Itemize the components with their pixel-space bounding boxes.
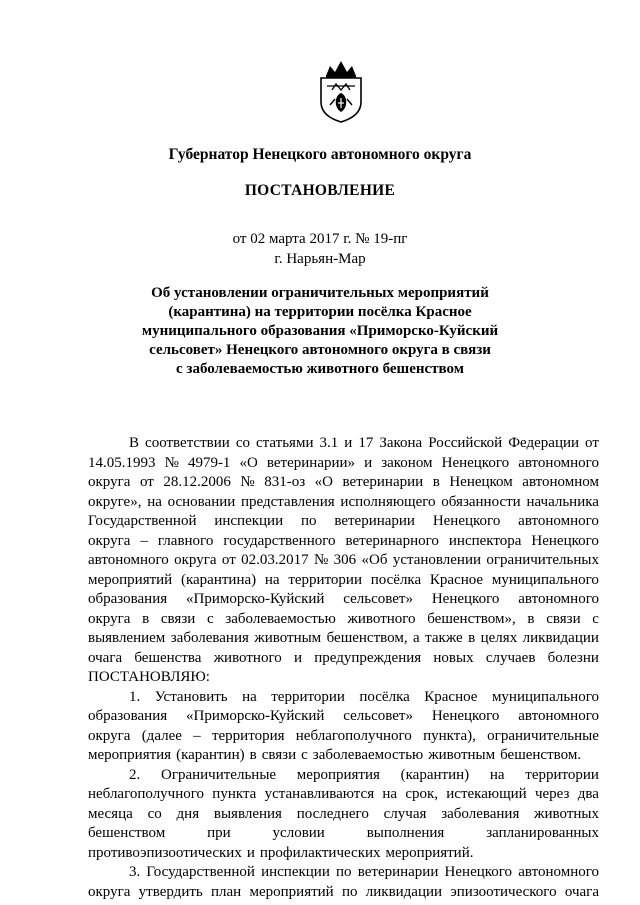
document-date: от 02 марта 2017 г. № 19-пг <box>232 231 408 247</box>
body-line: 14.05.1993 № 4979-1 «О ветеринарии» и законом Ненецкого автономного <box>88 454 599 471</box>
body-line: мероприятий (карантина) на территории посёлка Красное муниципального <box>88 571 599 588</box>
coat-of-arms-icon <box>318 58 364 124</box>
document-body <box>88 434 599 902</box>
body-line: противоэпизоотических и профилактических мероприятий. <box>88 844 474 861</box>
body-line: неблагополучного пункта устанавливаются на срок, истекающий через два <box>88 786 599 802</box>
body-line: округа от 28.12.2006 № 831-оз «О ветеринарии в Ненецком автономном <box>88 474 599 490</box>
body-line: округа утвердить план мероприятий по ликвидации эпизоотического очага <box>88 883 599 900</box>
body-line: образования «Приморско-Куйский сельсовет» Ненецкого автономного <box>88 708 599 724</box>
body-line: округа в связи с заболеваемостью животного бешенством», в связи с <box>88 610 599 627</box>
body-line: ПОСТАНОВЛЯЮ: <box>88 669 210 685</box>
body-line: В соответствии со статьями 3.1 и 17 Закона Российской Федерации от <box>129 435 599 451</box>
body-line: Государственной инспекции по ветеринарии Ненецкого автономного <box>88 513 599 529</box>
title-line: Об установлении ограничительных мероприятий <box>151 285 489 301</box>
body-line: мероприятия (карантин) в связи с заболеваемостью животным бешенством. <box>88 747 582 763</box>
body-line: округа – главного государственного ветеринарного инспектора Ненецкого <box>88 532 599 549</box>
body-line: автономного округа от 02.03.2017 № 306 «Об установлении ограничительных <box>88 552 599 568</box>
document-type: ПОСТАНОВЛЕНИЕ <box>244 182 396 199</box>
body-line: 2. Ограничительные мероприятия (карантин) на территории <box>129 766 599 783</box>
title-line: с заболеваемостью животного бешенством <box>176 361 464 377</box>
body-line: выявлением заболевания животным бешенством, а также в целях ликвидации <box>88 630 599 646</box>
body-line: 3. Государственной инспекции по ветеринарии Ненецкого автономного <box>129 864 599 880</box>
document-city: г. Нарьян-Мар <box>274 251 366 267</box>
document-title <box>0 284 640 379</box>
body-line: бешенством при условии выполнения запланированных <box>88 825 599 841</box>
body-line: очага бешенства животного и предупреждения новых случаев болезни <box>88 649 599 666</box>
body-line: образования «Приморско-Куйский сельсовет» Ненецкого автономного <box>88 591 599 607</box>
title-line: (карантина) на территории посёлка Красное <box>168 304 472 320</box>
body-line: месяца со дня выявления последнего случая заболевания животных <box>88 805 599 822</box>
body-line: округа (далее – территория неблагополучного пункта), ограничительные <box>88 727 599 744</box>
issuer-heading: Губернатор Ненецкого автономного округа <box>168 146 472 163</box>
body-line: 1. Установить на территории посёлка Красное муниципального <box>129 688 599 705</box>
title-line: муниципального образования «Приморско-Куйский <box>141 323 499 339</box>
body-line: округе», на основании представления исполняющего обязанности начальника <box>88 493 599 510</box>
title-line: сельсовет» Ненецкого автономного округа в связи <box>149 342 491 358</box>
